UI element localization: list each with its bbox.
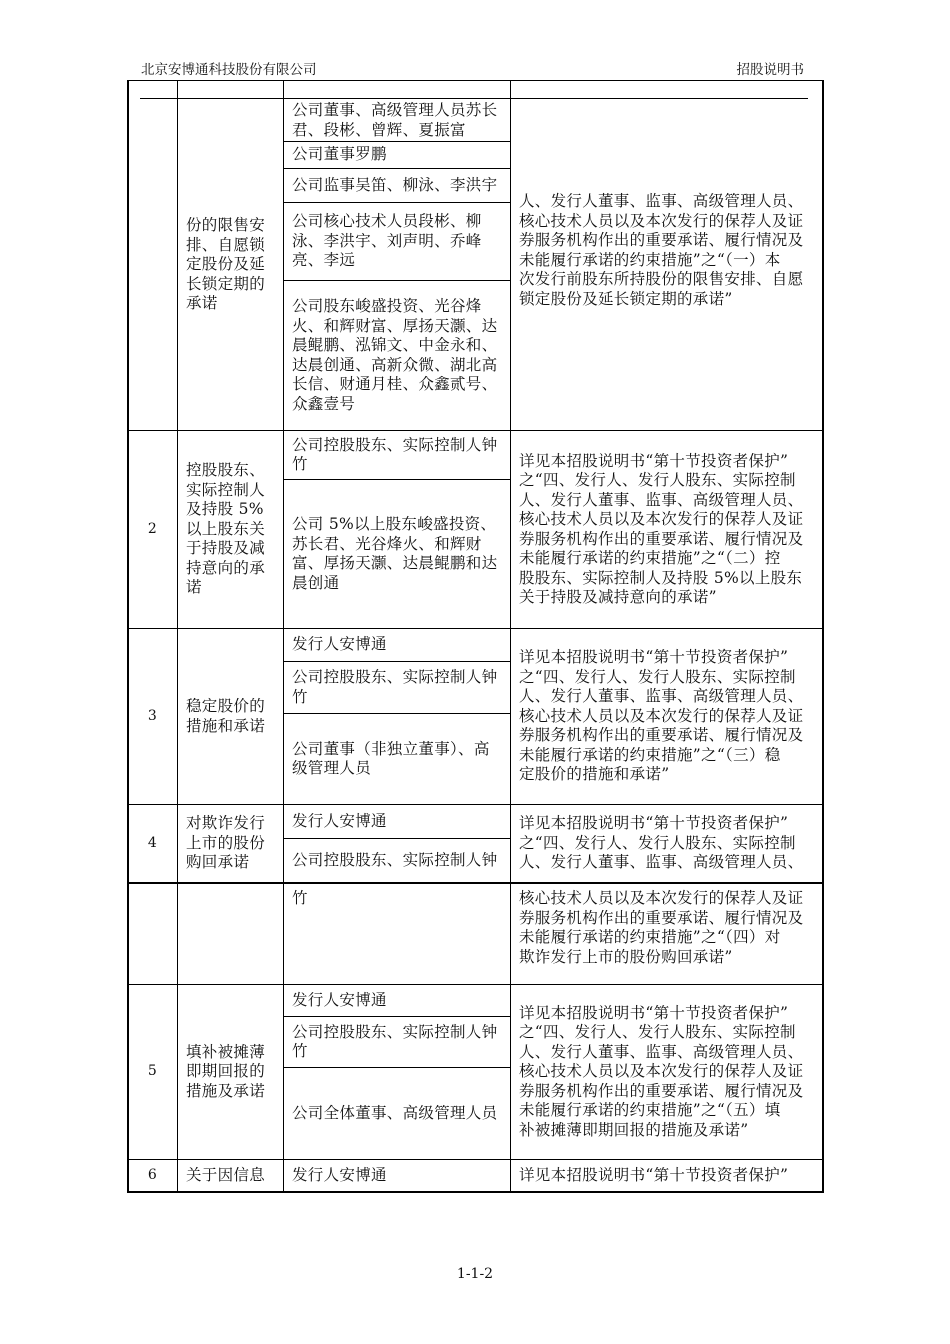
commitment-topic [178,805,284,883]
commitment-party-text: 公司控股股东、实际控制人钟 竹 [292,435,498,473]
commitment-party [284,281,511,431]
commitment-party [284,100,511,142]
commitment-detail-text: 详见本招股说明书“第十节投资者保护” 之“四、发行人、发行人股东、实际控制 人、发行人董事、监事、高级管理人员、 [519,814,804,872]
commitment-topic-text: 对欺诈发行 上市的股份 购回承诺 [186,814,266,872]
commitment-detail-text: 核心技术人员以及本次发行的保荐人及证 券服务机构作出的重要承诺、履行情况及 未能履行承诺的约束措施”之“（四）对 欺诈发行上市的股份购回承诺” [519,889,804,966]
commitment-party-text: 公司董事罗鹏 [292,145,387,164]
commitment-party [284,203,511,281]
row-number-text: 3 [147,707,158,724]
commitment-party-text: 公司股东峻盛投资、光谷烽 火、和辉财富、厚扬天灏、达 晨鲲鹏、泓锦文、中金永和、 达晨创通、高新众微、湖北高 长信、财通月桂、众鑫贰号、 众鑫壹号 [292,297,498,413]
commitment-detail-text: 详见本招股说明书“第十节投资者保护” 之“四、发行人、发行人股东、实际控制 人、发行人董事、监事、高级管理人员、 核心技术人员以及本次发行的保荐人及证 券服务机构作出的重要承诺、履行情况及 未能履行承诺的约束措施”之“（二）控 股股东、实际控制人及持股 5%以上股东 关于持股及减持意向的承诺” [519,451,804,606]
commitment-party [284,431,511,480]
row-number-text: 2 [147,520,158,537]
company-name: 北京安博通科技股份有限公司 [141,62,317,78]
commitment-party-text: 竹 [292,889,308,907]
commitment-detail-text: 详见本招股说明书“第十节投资者保护” [519,1165,789,1184]
commitment-party-text: 公司全体董事、高级管理人员 [292,1103,498,1122]
commitment-party-text: 公司董事（非独立董事）、高 级管理人员 [292,739,490,777]
commitment-party-text: 发行人安博通 [292,1165,387,1184]
table-border-right [822,80,824,1192]
commitment-detail-text: 详见本招股说明书“第十节投资者保护” 之“四、发行人、发行人股东、实际控制 人、发行人董事、监事、高级管理人员、 核心技术人员以及本次发行的保荐人及证 券服务机构作出的重要承诺、履行情况及 未能履行承诺的约束措施”之“（三）稳 定股价的措施和承诺” [519,648,804,784]
empty-header-cell [178,80,284,100]
commitment-detail [511,629,824,805]
commitment-party [284,883,511,985]
commitment-topic-text: 稳定股价的 措施和承诺 [186,697,266,735]
empty-header-cell [284,80,511,100]
commitment-topic [178,431,284,629]
table-border-left [127,80,129,1192]
commitment-party-text: 公司董事、高级管理人员苏长 君、段彬、曾辉、夏振富 [292,101,498,139]
commitment-party-text: 公司控股股东、实际控制人钟 [292,850,498,869]
commitment-party [284,985,511,1017]
commitment-party [284,662,511,714]
commitment-party [284,629,511,662]
row-number [128,985,178,1160]
table-border-bottom [127,1191,824,1193]
commitment-party-text: 公司控股股东、实际控制人钟 竹 [292,668,498,706]
commitment-topic-text: 份的限售安 排、自愿锁 定股份及延 长锁定期的 承诺 [186,216,266,313]
page-break-border [127,882,824,884]
commitment-detail-text: 详见本招股说明书“第十节投资者保护” 之“四、发行人、发行人股东、实际控制 人、发行人董事、监事、高级管理人员、 核心技术人员以及本次发行的保荐人及证 券服务机构作出的重要承诺、履行情况及 未能履行承诺的约束措施”之“（五）填 补被摊薄即期回报的措施及承诺” [519,1003,804,1139]
commitment-topic [178,629,284,805]
commitment-topic [178,985,284,1160]
header-separator-line [140,98,808,99]
commitment-party-text: 公司核心技术人员段彬、柳 泳、李洪宇、刘声明、乔峰 亮、李远 [292,212,482,270]
commitment-detail [511,1160,824,1192]
commitment-party-text: 发行人安博通 [292,635,387,654]
row-number-text: 5 [147,1063,158,1080]
commitment-topic [178,100,284,431]
table-border-top [127,80,824,81]
commitment-party [284,142,511,169]
commitment-detail [511,805,824,883]
commitment-party [284,714,511,805]
row-number [128,1160,178,1192]
document-title: 招股说明书 [736,62,804,78]
commitment-topic-text: 控股股东、 实际控制人 及持股 5% 以上股东关 于持股及减 持意向的承 诺 [186,461,266,597]
commitment-party [284,1160,511,1192]
empty-header-cell [128,80,178,100]
commitment-party [284,169,511,203]
commitment-party-text: 发行人安博通 [292,990,387,1009]
commitment-detail [511,883,824,985]
commitment-party-text: 发行人安博通 [292,811,387,830]
commitment-detail-text: 人、发行人董事、监事、高级管理人员、 核心技术人员以及本次发行的保荐人及证 券服务机构作出的重要承诺、履行情况及 未能履行承诺的约束措施”之“（一）本 次发行前股东所持股份的限售安排、自愿 锁定股份及延长锁定期的承诺” [519,192,804,308]
row-number [128,805,178,883]
commitment-detail [511,431,824,629]
commitment-party [284,1017,511,1068]
row-number [128,883,178,985]
commitment-party-text: 公司监事吴笛、柳泳、李洪宇 [292,175,498,194]
commitment-party [284,1068,511,1160]
commitment-party [284,480,511,629]
commitment-topic [178,883,284,985]
commitment-detail [511,985,824,1160]
commitment-topic-text: 填补被摊薄 即期回报的 措施及承诺 [186,1042,266,1100]
commitment-detail [511,100,824,431]
row-number [128,629,178,805]
row-number [128,431,178,629]
row-number [128,100,178,431]
commitment-party-text: 公司控股股东、实际控制人钟 竹 [292,1022,498,1060]
commitment-topic-text: 关于因信息 [186,1165,266,1184]
row-number-text: 4 [147,834,158,851]
row-number-text: 6 [147,1166,158,1183]
page-number: 1-1-2 [456,1266,494,1282]
empty-header-cell [511,80,824,100]
commitment-party [284,839,511,883]
commitment-party [284,805,511,839]
commitment-topic [178,1160,284,1192]
commitment-party-text: 公司 5%以上股东峻盛投资、 苏长君、光谷烽火、和辉财 富、厚扬天灏、达晨鲲鹏和达 晨创通 [292,515,498,592]
